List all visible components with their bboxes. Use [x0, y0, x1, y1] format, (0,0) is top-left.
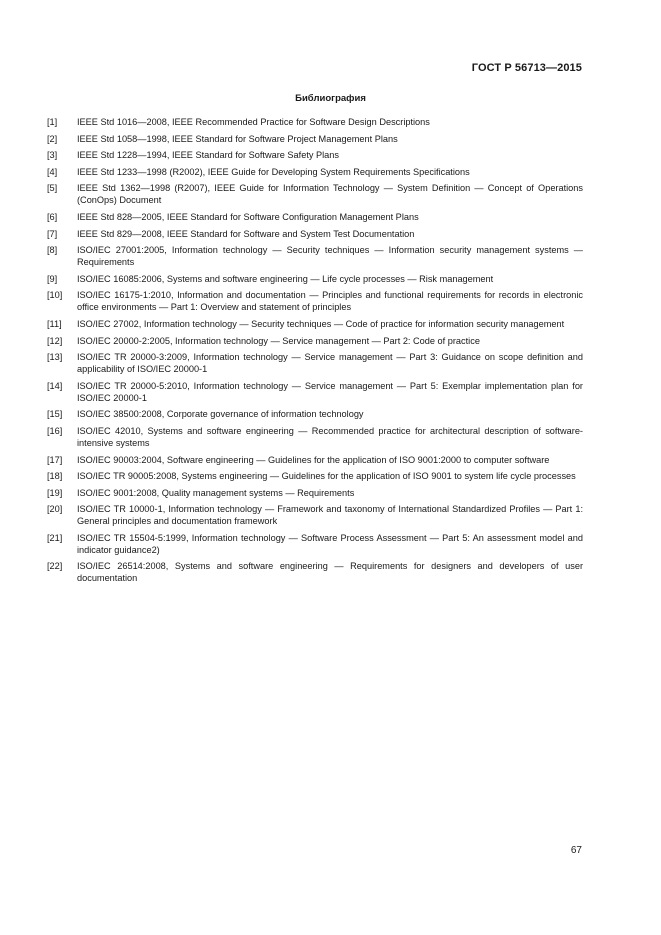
entry-text: ISO/IEC 20000-2:2005, Information technology — Service management — Part 2: Code of practice	[77, 335, 480, 346]
document-code: ГОСТ Р 56713—2015	[471, 62, 582, 74]
entry-text: ISO/IEC TR 20000-5:2010, Information technology — Service management — Part 5: Exemplar implementation plan for ISO/IEC 20000-1	[77, 380, 583, 403]
entry-text: ISO/IEC 27001:2005, Information technology — Security techniques — Information security management systems — Requirements	[77, 245, 583, 268]
entry-number: [13]	[47, 352, 63, 363]
entry-number: [10]	[47, 290, 63, 301]
entry-text: ISO/IEC 42010, Systems and software engineering — Recommended practice for architectural description of software-intensive systems	[77, 425, 583, 448]
bibliography-entry	[47, 116, 583, 128]
entry-number: [8]	[47, 245, 58, 256]
entry-text: ISO/IEC TR 15504-5:1999, Information technology — Software Process Assessment — Part 5: An assessment model and indicator guidance2)	[77, 532, 583, 555]
page-number: 67	[570, 845, 582, 856]
entry-number: [16]	[47, 425, 63, 436]
entry-text: IEEE Std 1228—1994, IEEE Standard for Software Safety Plans	[77, 150, 339, 161]
bibliography-entry	[47, 133, 583, 145]
entry-text: ISO/IEC 16085:2006, Systems and software engineering — Life cycle processes — Risk management	[77, 273, 494, 284]
bibliography-entry	[47, 487, 583, 499]
entry-number: [12]	[47, 335, 63, 346]
entry-number: [15]	[47, 409, 63, 420]
bibliography-entry	[47, 560, 583, 584]
entry-text: ISO/IEC 38500:2008, Corporate governance of information technology	[77, 409, 364, 420]
entry-text: ISO/IEC TR 20000-3:2009, Information technology — Service management — Part 3: Guidance on scope definition and applicability of ISO/IEC 20000-1	[77, 352, 583, 375]
bibliography-entry	[47, 408, 583, 420]
entry-text: ISO/IEC TR 10000-1, Information technology — Framework and taxonomy of International Standardized Profiles — Part 1: General principles and documentation framework	[77, 504, 583, 527]
bibliography-entry	[47, 454, 583, 466]
entry-text: ISO/IEC 27002, Information technology — Security techniques — Code of practice for information security management	[77, 318, 565, 329]
entry-number: [20]	[47, 504, 63, 515]
entry-number: [14]	[47, 380, 63, 391]
bibliography-entry	[47, 273, 583, 285]
entry-text: ISO/IEC TR 90005:2008, Systems engineering — Guidelines for the application of ISO 9001 to system life cycle processes	[77, 471, 576, 482]
bibliography-entry	[47, 470, 583, 482]
bibliography-entry	[47, 182, 583, 206]
entry-text: IEEE Std 1016—2008, IEEE Recommended Practice for Software Design Descriptions	[77, 117, 430, 127]
entry-number: [4]	[47, 166, 58, 177]
bibliography-list	[47, 116, 583, 589]
section-title: Библиография	[295, 93, 366, 104]
entry-number: [21]	[47, 532, 63, 543]
entry-text: IEEE Std 1058—1998, IEEE Standard for Software Project Management Plans	[77, 133, 398, 144]
entry-text: IEEE Std 829—2008, IEEE Standard for Software and System Test Documentation	[77, 228, 415, 239]
entry-text: ISO/IEC 90003:2004, Software engineering — Guidelines for the application of ISO 9001:2000 to computer software	[77, 454, 550, 465]
entry-number: [9]	[47, 273, 58, 284]
bibliography-entry	[47, 211, 583, 223]
entry-number: [22]	[47, 561, 63, 572]
bibliography-entry	[47, 425, 583, 449]
entry-text: ISO/IEC 9001:2008, Quality management systems — Requirements	[77, 487, 355, 498]
entry-number: [11]	[47, 318, 62, 329]
entry-number: [1]	[47, 117, 58, 127]
entry-number: [2]	[47, 133, 58, 144]
entry-text: IEEE Std 1362—1998 (R2007), IEEE Guide for Information Technology — System Definition — Concept of Operations (ConOps) Document	[77, 183, 583, 206]
entry-number: [3]	[47, 150, 58, 161]
bibliography-entry	[47, 228, 583, 240]
entry-number: [19]	[47, 487, 63, 498]
bibliography-entry	[47, 318, 583, 330]
bibliography-entry	[47, 380, 583, 404]
bibliography-entry	[47, 289, 583, 313]
entry-text: ISO/IEC 26514:2008, Systems and software engineering — Requirements for designers and developers of user documentation	[77, 561, 583, 584]
entry-number: [18]	[47, 471, 63, 482]
entry-number: [17]	[47, 454, 63, 465]
entry-number: [5]	[47, 183, 58, 194]
bibliography-entry	[47, 351, 583, 375]
bibliography-entry	[47, 503, 583, 527]
entry-text: IEEE Std 828—2005, IEEE Standard for Software Configuration Management Plans	[77, 211, 419, 222]
entry-text: ISO/IEC 16175-1:2010, Information and documentation — Principles and functional requirements for records in electronic office environments — Part 1: Overview and statement of principles	[77, 290, 583, 313]
bibliography-entry	[47, 149, 583, 161]
bibliography-entry	[47, 244, 583, 268]
bibliography-entry	[47, 532, 583, 556]
entry-text: IEEE Std 1233—1998 (R2002), IEEE Guide for Developing System Requirements Specifications	[77, 166, 470, 177]
bibliography-entry	[47, 335, 583, 347]
bibliography-entry	[47, 166, 583, 178]
entry-number: [6]	[47, 211, 58, 222]
entry-number: [7]	[47, 228, 58, 239]
